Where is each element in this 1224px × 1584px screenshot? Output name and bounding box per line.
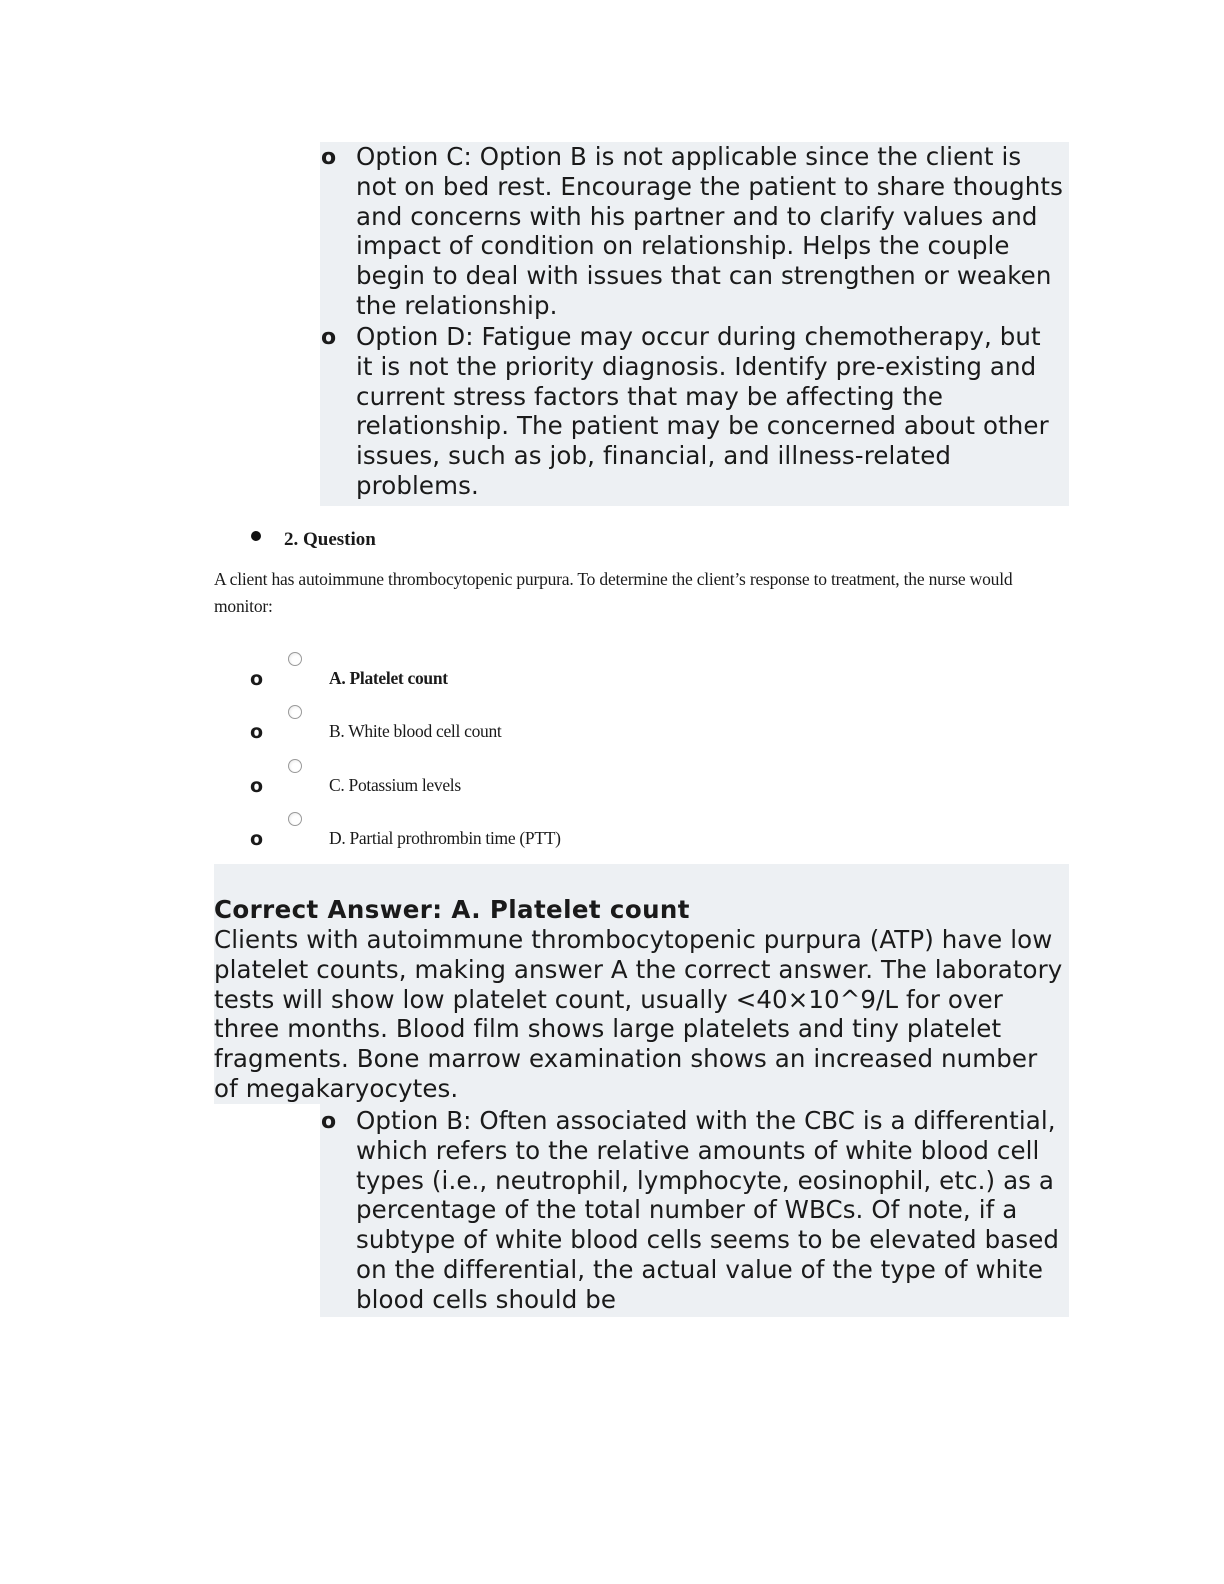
option-label: Option C: [356, 142, 472, 171]
list-bullet: o [321, 325, 337, 350]
correct-answer-title: Correct Answer: A. Platelet count [214, 895, 690, 924]
choice-label: C. Potassium levels [329, 775, 461, 795]
question-text: A client has autoimmune thrombocytopenic purpura. To determine the client’s response to treatment, the nurse would monitor: [214, 569, 1013, 616]
list-bullet: o [321, 1109, 337, 1134]
answer-choice-c[interactable] [250, 759, 850, 799]
radio-button[interactable] [288, 759, 302, 773]
list-bullet: o [321, 145, 337, 170]
explanation-block-top [320, 142, 1069, 506]
list-bullet: o [250, 828, 264, 850]
choice-label: A. Platelet count [329, 668, 448, 688]
option-text: Often associated with the CBC is a differential, which refers to the relative amounts of white blood cell types (i.e., neutrophil, lymphocyte, eosinophil, etc.) as a percentage of the total number of WBCs. Of note, if a subtype of white blood cells seems to be elevated based on the differential, the actual value of the type of white blood cells should be [356, 1106, 1060, 1314]
option-c-explanation [321, 142, 1064, 321]
question-bullet [251, 531, 261, 541]
radio-button[interactable] [288, 705, 302, 719]
correct-answer-explanation: Clients with autoimmune thrombocytopenic purpura (ATP) have low platelet counts, making answer A the correct answer. The laboratory tests will show low platelet count, usually <40×10^9/L for over three months. Blood film shows large platelets and tiny platelet fragments. Bone marrow examination shows an increased number of megakaryocytes. [214, 925, 1063, 1103]
list-bullet: o [250, 668, 264, 690]
option-text: Option B is not applicable since the client is not on bed rest. Encourage the patient to share thoughts and concerns with his partner and to clarify values and impact of condition on relationship. Helps the couple begin to deal with issues that can strengthen or weaken the relationship. [356, 142, 1063, 320]
radio-button[interactable] [288, 812, 302, 826]
option-label: Option B: [356, 1106, 472, 1135]
correct-answer-block [214, 864, 1069, 1104]
answer-choice-a[interactable] [250, 652, 850, 692]
answer-choice-d[interactable] [250, 812, 850, 852]
option-d-explanation [321, 322, 1064, 501]
option-b-explanation [321, 1106, 1064, 1315]
list-bullet: o [250, 721, 264, 743]
radio-button[interactable] [288, 652, 302, 666]
choice-label: D. Partial prothrombin time (PTT) [329, 828, 561, 848]
answer-choice-b[interactable] [250, 705, 850, 745]
question-title: 2. Question [284, 529, 376, 550]
option-label: Option D: [356, 322, 474, 351]
option-text: Fatigue may occur during chemotherapy, but it is not the priority diagnosis. Identify pre-existing and current stress factors that may be affecting the relationship. The patient may be concerned about other issues, such as job, financial, and illness-related problems. [356, 322, 1049, 500]
choice-label: B. White blood cell count [329, 721, 502, 741]
explanation-block-bottom [320, 1104, 1069, 1317]
list-bullet: o [250, 775, 264, 797]
